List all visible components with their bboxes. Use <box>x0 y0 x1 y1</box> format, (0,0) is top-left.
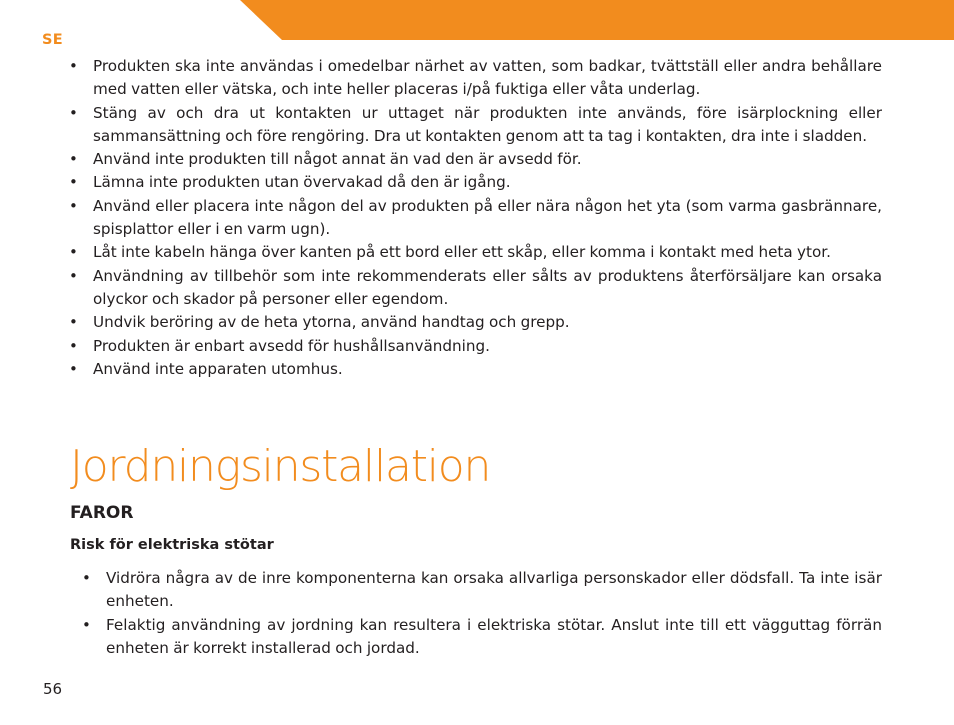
banner-shape <box>240 0 954 40</box>
list-item <box>69 102 882 149</box>
list-item-text: Användning av tillbehör som inte rekommenderats eller sålts av produktens återförsäljare kan orsaka olyckor och skador på personer eller egendom. <box>93 266 882 308</box>
orange-header-banner <box>0 0 954 40</box>
bullet-icon: • <box>69 336 78 355</box>
list-item-text: Undvik beröring av de heta ytorna, använd handtag och grepp. <box>93 313 570 332</box>
list-item <box>82 614 882 661</box>
list-item-text: Använd inte produkten till något annat än vad den är avsedd för. <box>93 150 582 169</box>
list-item-text: Använd inte apparaten utomhus. <box>93 359 343 378</box>
list-item-text: Produkten ska inte användas i omedelbar närhet av vatten, som badkar, tvättställ eller andra behållare med vatten eller vätska, och inte heller placeras i/på fuktiga eller våta underlag. <box>93 57 882 99</box>
danger-heading: FAROR <box>70 503 134 523</box>
list-item-text: Använd eller placera inte någon del av produkten på eller nära någon het yta (som varma gasbrännare, spisplattor eller i en varm ugn). <box>93 196 882 239</box>
language-tag: SE <box>42 32 63 48</box>
bullet-icon: • <box>69 196 78 215</box>
bullet-icon: • <box>69 57 78 75</box>
bullet-icon: • <box>82 569 91 587</box>
list-item <box>69 358 882 381</box>
grounding-warnings-list <box>82 567 882 660</box>
list-item <box>69 195 882 242</box>
list-item <box>69 241 882 264</box>
page-number: 56 <box>43 680 63 698</box>
list-item <box>69 335 882 358</box>
list-item <box>69 171 882 194</box>
bullet-icon: • <box>69 173 78 192</box>
list-item-text: Låt inte kabeln hänga över kanten på ett bord eller ett skåp, eller komma i kontakt med heta ytor. <box>93 243 831 262</box>
bullet-icon: • <box>82 615 91 634</box>
list-item <box>69 311 882 334</box>
list-item <box>82 567 882 614</box>
bullet-icon: • <box>69 359 78 378</box>
section-title: Jordningsinstallation <box>70 441 491 492</box>
list-item <box>69 148 882 171</box>
bullet-icon: • <box>69 243 78 262</box>
list-item-text: Produkten är enbart avsedd för hushållsanvändning. <box>93 336 490 355</box>
list-item-text: Lämna inte produkten utan övervakad då den är igång. <box>93 173 511 192</box>
bullet-icon: • <box>69 103 78 122</box>
risk-subheading: Risk för elektriska stötar <box>70 537 274 553</box>
bullet-icon: • <box>69 313 78 332</box>
bullet-icon: • <box>69 266 78 285</box>
list-item <box>69 265 882 312</box>
list-item-text: Vidröra några av de inre komponenterna kan orsaka allvarliga personskador eller dödsfall. Ta inte isär enheten. <box>106 569 882 611</box>
bullet-icon: • <box>69 150 78 169</box>
safety-instructions-list <box>69 55 882 381</box>
list-item-text: Stäng av och dra ut kontakten ur uttaget när produkten inte används, före isärplockning eller sammansättning och före rengöring. Dra ut kontakten genom att ta tag i kontakten, dra inte i sladden. <box>93 103 882 145</box>
list-item-text: Felaktig användning av jordning kan resultera i elektriska stötar. Anslut inte till ett vägguttag förrän enheten är korrekt installerad och jordad. <box>106 615 882 657</box>
list-item <box>69 55 882 102</box>
